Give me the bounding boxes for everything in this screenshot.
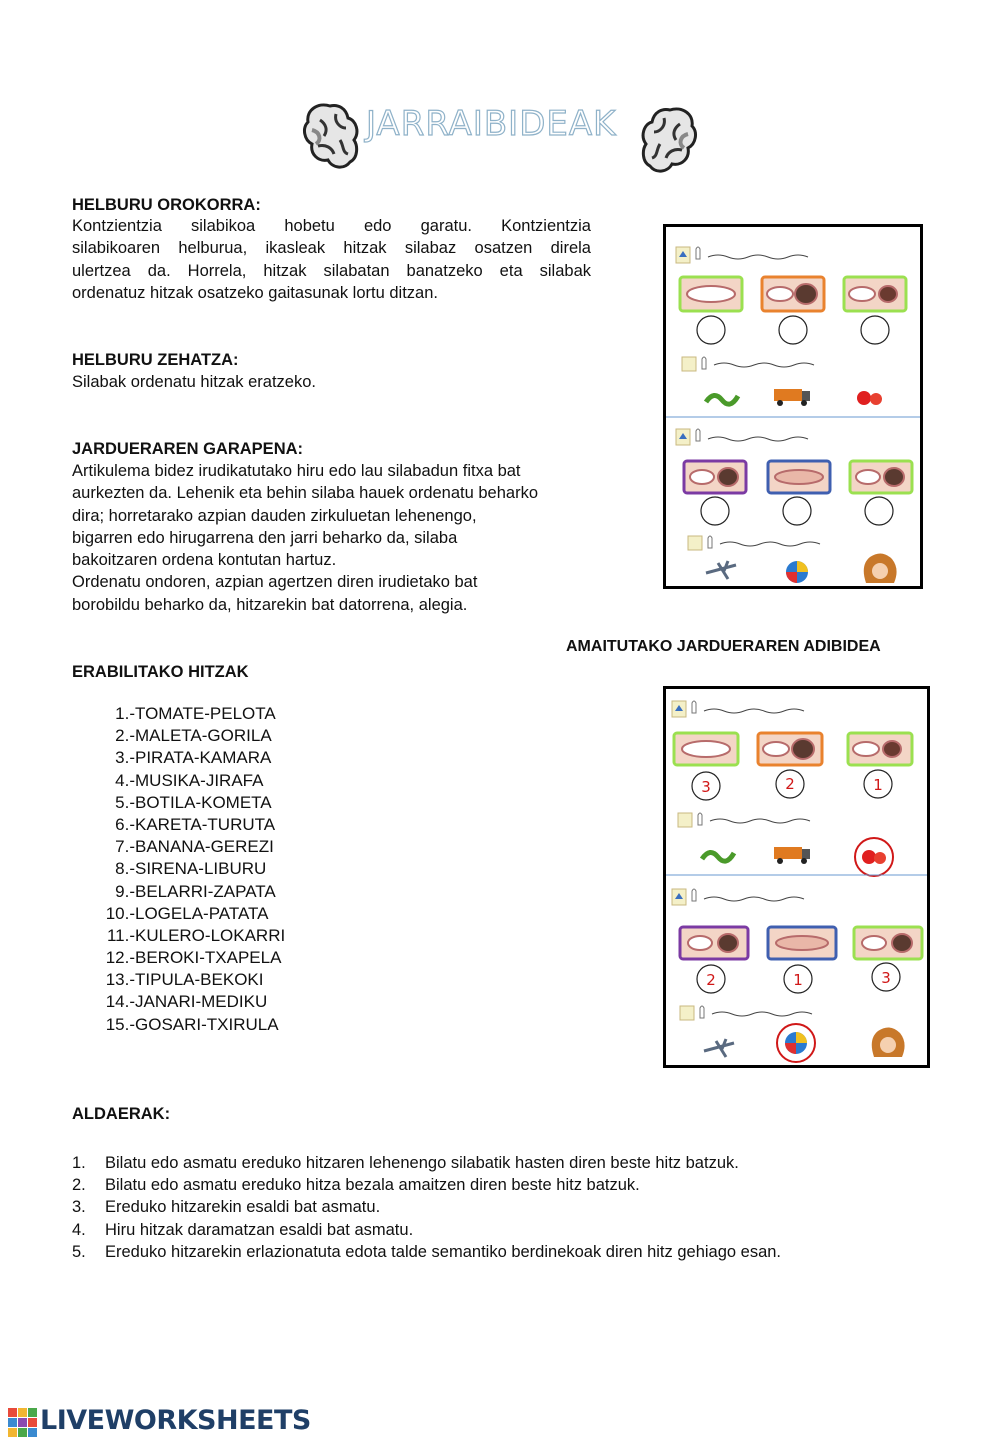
answer-number: 2 bbox=[706, 971, 716, 989]
list-item: 5.- BOTILA-KOMETA bbox=[115, 792, 272, 812]
list-item: 3. Ereduko hitzarekin esaldi bat asmatu. bbox=[72, 1198, 381, 1217]
example-heading: AMAITUTAKO JARDUERAREN ADIBIDEA bbox=[566, 638, 881, 655]
variants-heading: ALDAERAK: bbox=[72, 1105, 171, 1123]
development-line: Artikulema bidez irudikatutako hiru edo lau silabadun fitxa bat bbox=[72, 462, 521, 480]
development-text bbox=[72, 460, 602, 616]
brain-icon-right bbox=[640, 104, 700, 178]
truck-icon bbox=[774, 847, 810, 864]
development-line: bigarren edo hirugarrena den jarri beharko da, silaba bbox=[72, 528, 458, 547]
list-item: 1. Bilatu edo asmatu ereduko hitzaren lehenengo silabatik hasten diren beste hitz batzuk. bbox=[72, 1154, 739, 1172]
instruction-row bbox=[676, 247, 808, 263]
snake-icon bbox=[706, 395, 738, 404]
list-item: 6.- KARETA-TURUTA bbox=[115, 814, 276, 834]
list-item: 5. Ereduko hitzarekin erlazionatuta edota talde semantiko berdinekoak diren hitz gehiago esan. bbox=[72, 1242, 782, 1261]
worksheet-card-completed bbox=[663, 686, 930, 1068]
snake-icon bbox=[702, 852, 734, 861]
page-title: JARRAIBIDEAK bbox=[366, 104, 617, 144]
plane-icon bbox=[704, 1039, 734, 1057]
truck-icon bbox=[774, 389, 810, 406]
list-item: 2. Bilatu edo asmatu ereduko hitza bezala amaitzen diren beste hitz batzuk. bbox=[72, 1176, 640, 1195]
general-goal-line: silabikoaren helburua, ikasleak hitzak silabaz osatzen direla bbox=[72, 239, 591, 258]
list-item: 4. Hiru hitzak daramatzan esaldi bat asmatu. bbox=[72, 1220, 414, 1239]
tomato-icon bbox=[857, 391, 882, 405]
development-heading: JARDUERAREN GARAPENA: bbox=[72, 440, 304, 458]
list-item: 10.- LOGELA-PATATA bbox=[105, 903, 269, 923]
development-line: borobildu beharko da, hitzarekin bat datorrena, alegia. bbox=[72, 595, 468, 614]
general-goal-line: Kontzientzia silabikoa hobetu edo garatu. Kontzientzia bbox=[72, 217, 591, 235]
brand-name: LIVEWORKSHEETS bbox=[40, 1405, 311, 1436]
words-heading: ERABILITAKO HITZAK bbox=[72, 663, 249, 681]
general-goal-heading: HELBURU OROKORRA: bbox=[72, 196, 261, 214]
answer-number: 1 bbox=[873, 776, 883, 794]
plane-icon bbox=[706, 561, 736, 579]
development-line: bakoitzaren ordena kontutan hartuz. bbox=[72, 551, 337, 570]
list-item: 12.- BEROKI-TXAPELA bbox=[105, 948, 282, 968]
list-item: 4.- MUSIKA-JIRAFA bbox=[115, 770, 264, 790]
list-item: 11.- KULERO-LOKARRI bbox=[106, 925, 286, 945]
instruction-row bbox=[688, 536, 820, 550]
list-item: 14.- JANARI-MEDIKU bbox=[105, 992, 268, 1012]
answer-number: 2 bbox=[785, 775, 795, 793]
specific-goal-text: Silabak ordenatu hitzak eratzeko. bbox=[72, 373, 316, 391]
instruction-row bbox=[682, 357, 814, 371]
list-item: 1.- TOMATE-PELOTA bbox=[115, 704, 276, 723]
ball-icon bbox=[786, 561, 808, 583]
development-line: Ordenatu ondoren, azpian agertzen diren irudietako bat bbox=[72, 573, 478, 592]
list-item: 15.- GOSARI-TXIRULA bbox=[105, 1014, 279, 1034]
list-item: 2.- MALETA-GORILA bbox=[115, 726, 272, 746]
instruction-row bbox=[676, 429, 808, 445]
title-banner bbox=[300, 98, 710, 174]
general-goal-text bbox=[72, 215, 591, 304]
word-list bbox=[72, 703, 372, 1036]
instruction-row bbox=[678, 813, 810, 827]
instruction-row bbox=[672, 701, 804, 717]
variants-list bbox=[72, 1152, 932, 1263]
instruction-row bbox=[680, 1006, 812, 1020]
general-goal-line: ulertzea da. Horrela, hitzak silabatan banatzeko eta silabak bbox=[72, 261, 591, 280]
instruction-row bbox=[672, 889, 804, 905]
development-line: dira; horretarako azpian dauden zirkuluetan lehenengo, bbox=[72, 506, 477, 525]
list-item: 9.- BELARRI-ZAPATA bbox=[115, 881, 276, 901]
list-item: 7.- BANANA-GEREZI bbox=[115, 837, 274, 857]
list-item: 13.- TIPULA-BEKOKI bbox=[105, 970, 264, 990]
answer-number: 1 bbox=[793, 971, 803, 989]
brain-icon-left bbox=[300, 100, 360, 174]
girl-icon bbox=[864, 553, 897, 583]
answer-number: 3 bbox=[701, 778, 711, 796]
list-item: 8.- SIRENA-LIBURU bbox=[115, 859, 267, 879]
specific-goal-heading: HELBURU ZEHATZA: bbox=[72, 351, 239, 369]
girl-icon bbox=[872, 1027, 905, 1057]
development-line: aurkezten da. Lehenik eta behin silaba hauek ordenatu beharko bbox=[72, 484, 539, 503]
liveworksheets-logo-icon bbox=[8, 1408, 38, 1438]
worksheet-card-blank bbox=[663, 224, 923, 589]
ball-icon bbox=[785, 1032, 807, 1054]
list-item: 3.- PIRATA-KAMARA bbox=[115, 748, 272, 768]
general-goal-line: ordenatuz hitzak osatzeko gaitasunak lortu ditzan. bbox=[72, 283, 438, 302]
tomato-icon bbox=[862, 850, 886, 864]
answer-number: 3 bbox=[881, 969, 891, 987]
